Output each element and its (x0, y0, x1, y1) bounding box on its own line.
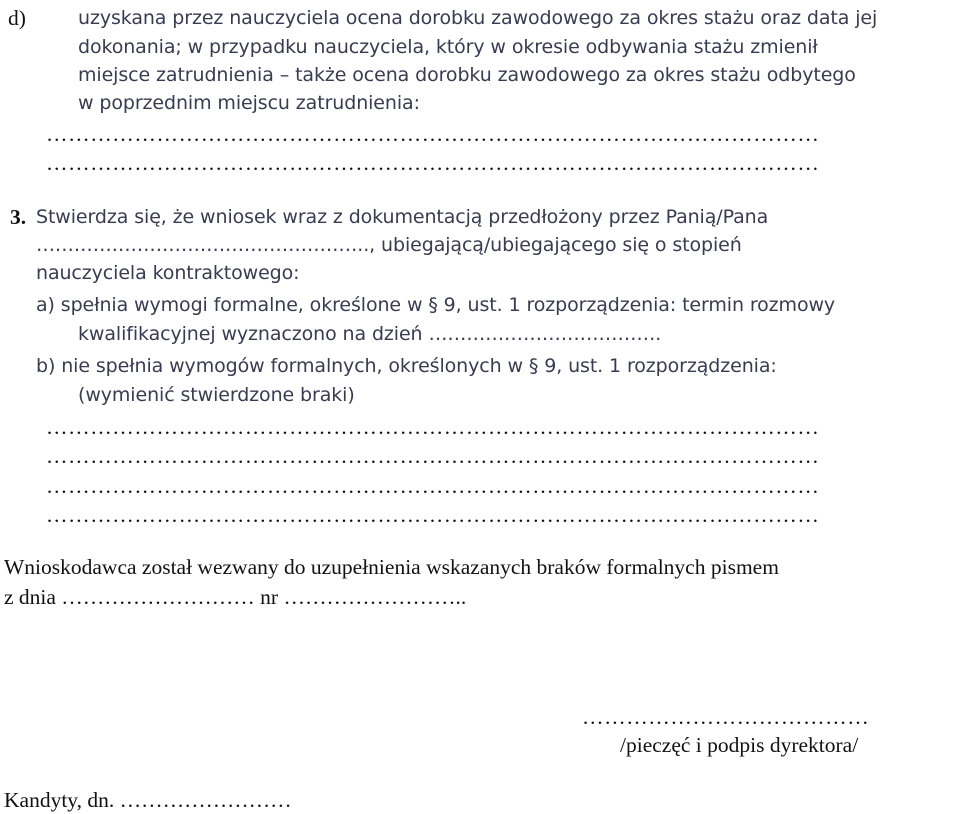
section-3-fill-line-1[interactable]: …………………………………………………………………………………………… (46, 415, 820, 439)
item-d-text-line-1: uzyskana przez nauczyciela ocena dorobku zawodowego za okres stażu oraz data jej (78, 7, 878, 29)
option-b-line-1: b) nie spełnia wymogów formalnych, określonych w § 9, ust. 1 rozporządzenia: (36, 355, 777, 377)
notice-line-2[interactable]: z dnia ……………………… nr …………………….. (4, 585, 467, 609)
section-3-fill-line-3[interactable]: …………………………………………………………………………………………… (46, 474, 820, 498)
item-marker-d: d) (8, 6, 26, 30)
signature-dots[interactable]: ………………………………… (582, 705, 870, 729)
item-d-text-line-4: w poprzednim miejscu zatrudnienia: (78, 92, 420, 114)
item-d-text-line-2: dokonania; w przypadku nauczyciela, który w okresie odbywania stażu zmienił (78, 36, 818, 58)
option-a-line-1: a) spełnia wymogi formalne, określone w § 9, ust. 1 rozporządzenia: termin rozmowy (36, 294, 836, 316)
notice-line-1: Wnioskodawca został wezwany do uzupełnienia wskazanych braków formalnych pismem (4, 555, 779, 579)
item-d-text-line-3: miejsce zatrudnienia – także ocena dorobku zawodowego za okres stażu odbytego (78, 64, 856, 86)
item-d-fill-line-1[interactable]: …………………………………………………………………………………………… (46, 122, 820, 146)
item-d-fill-line-2[interactable]: …………………………………………………………………………………………… (46, 151, 820, 175)
section-3-line-3: nauczyciela kontraktowego: (36, 262, 300, 284)
section-3-line-2[interactable]: …………………………………………….., ubiegającą/ubiegającego się o stopień (36, 234, 742, 256)
section-3-fill-line-4[interactable]: …………………………………………………………………………………………… (46, 503, 820, 527)
section-number-3: 3. (10, 205, 27, 229)
option-b-line-2: (wymienić stwierdzone braki) (78, 384, 355, 406)
candidates-date-line[interactable]: Kandyty, dn. …………………… (4, 788, 292, 812)
section-3-fill-line-2[interactable]: …………………………………………………………………………………………… (46, 444, 820, 468)
option-a-line-2[interactable]: kwalifikacyjnej wyznaczono na dzień ………………………………. (78, 323, 662, 345)
section-3-line-1: Stwierdza się, że wniosek wraz z dokumentacją przedłożony przez Panią/Pana (36, 206, 769, 228)
signature-caption: /pieczęć i podpis dyrektora/ (620, 733, 859, 757)
